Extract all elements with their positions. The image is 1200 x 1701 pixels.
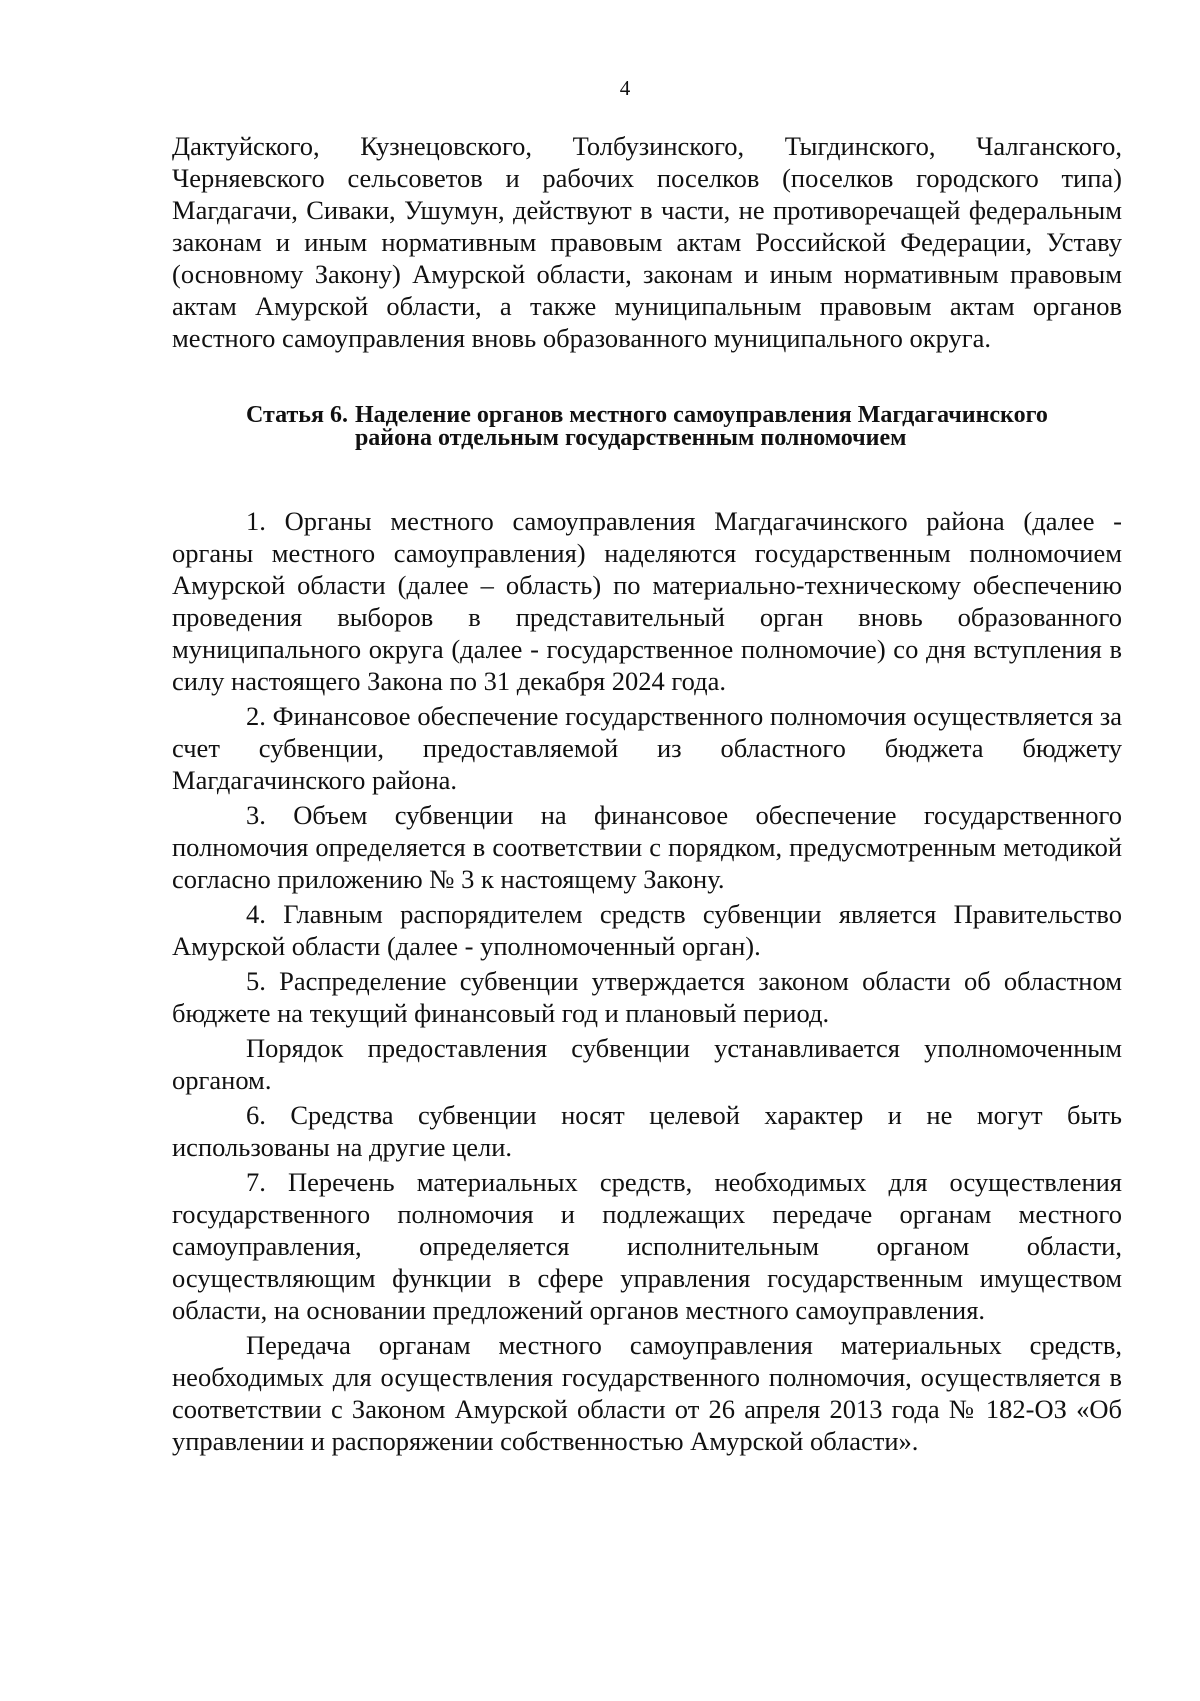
article-title: Наделение органов местного самоуправления Магдагачинского района отдельным государственным полномочием xyxy=(354,402,1048,451)
paragraph-5-procedure: Порядок предоставления субвенции устанавливается уполномоченным органом. xyxy=(172,1033,1122,1095)
paragraph-4: 4. Главным распорядителем средств субвенции является Правительство Амурской области (далее - уполномоченный орган). xyxy=(172,899,1122,961)
paragraph-1: 1. Органы местного самоуправления Магдагачинского района (далее - органы местного самоуправления) наделяются государственным полномочием Амурской области (далее – область) по материально-техническому обеспечению проведения выборов в представительный орган вновь образованного муниципального округа (далее - государственное полномочие) со дня вступления в силу настоящего Закона по 31 декабря 2024 года. xyxy=(172,506,1122,696)
paragraph-5: 5. Распределение субвенции утверждается законом области об областном бюджете на текущий финансовый год и плановый период. xyxy=(172,966,1122,1028)
paragraph-7: 7. Перечень материальных средств, необходимых для осуществления государственного полномочия и подлежащих передаче органам местного самоуправления, определяется исполнительным органом области, осуществляющим функции в сфере управления государственным имуществом области, на основании предложений органов местного самоуправления. xyxy=(172,1167,1122,1325)
intro-paragraph: Дактуйского, Кузнецовского, Толбузинского, Тыгдинского, Чалганского, Черняевского сельсоветов и рабочих поселков (поселков городского типа) Магдагачи, Сиваки, Ушумун, действуют в части, не противоречащей федеральным законам и иным нормативным правовым актам Российской Федерации, Уставу (основному Закону) Амурской области, законам и иным нормативным правовым актам Амурской области, а также муниципальным правовым актам органов местного самоуправления вновь образованного муниципального округа. xyxy=(172,131,1122,353)
page-number: 4 xyxy=(619,76,631,100)
paragraph-7-transfer: Передача органам местного самоуправления материальных средств, необходимых для осуществления государственного полномочия, осуществляется в соответствии с Законом Амурской области от 26 апреля 2013 года № 182-ОЗ «Об управлении и распоряжении собственностью Амурской области». xyxy=(172,1330,1122,1456)
article-label: Статья 6. xyxy=(246,402,348,428)
paragraph-6: 6. Средства субвенции носят целевой характер и не могут быть использованы на другие цели. xyxy=(172,1100,1122,1162)
paragraph-2: 2. Финансовое обеспечение государственного полномочия осуществляется за счет субвенции, предоставляемой из областного бюджета бюджету Магдагачинского района. xyxy=(172,701,1122,795)
document-body xyxy=(172,130,1122,1457)
paragraph-3: 3. Объем субвенции на финансовое обеспечение государственного полномочия определяется в соответствии с порядком, предусмотренным методикой согласно приложению № 3 к настоящему Закону. xyxy=(172,800,1122,894)
article-heading xyxy=(246,404,1122,450)
